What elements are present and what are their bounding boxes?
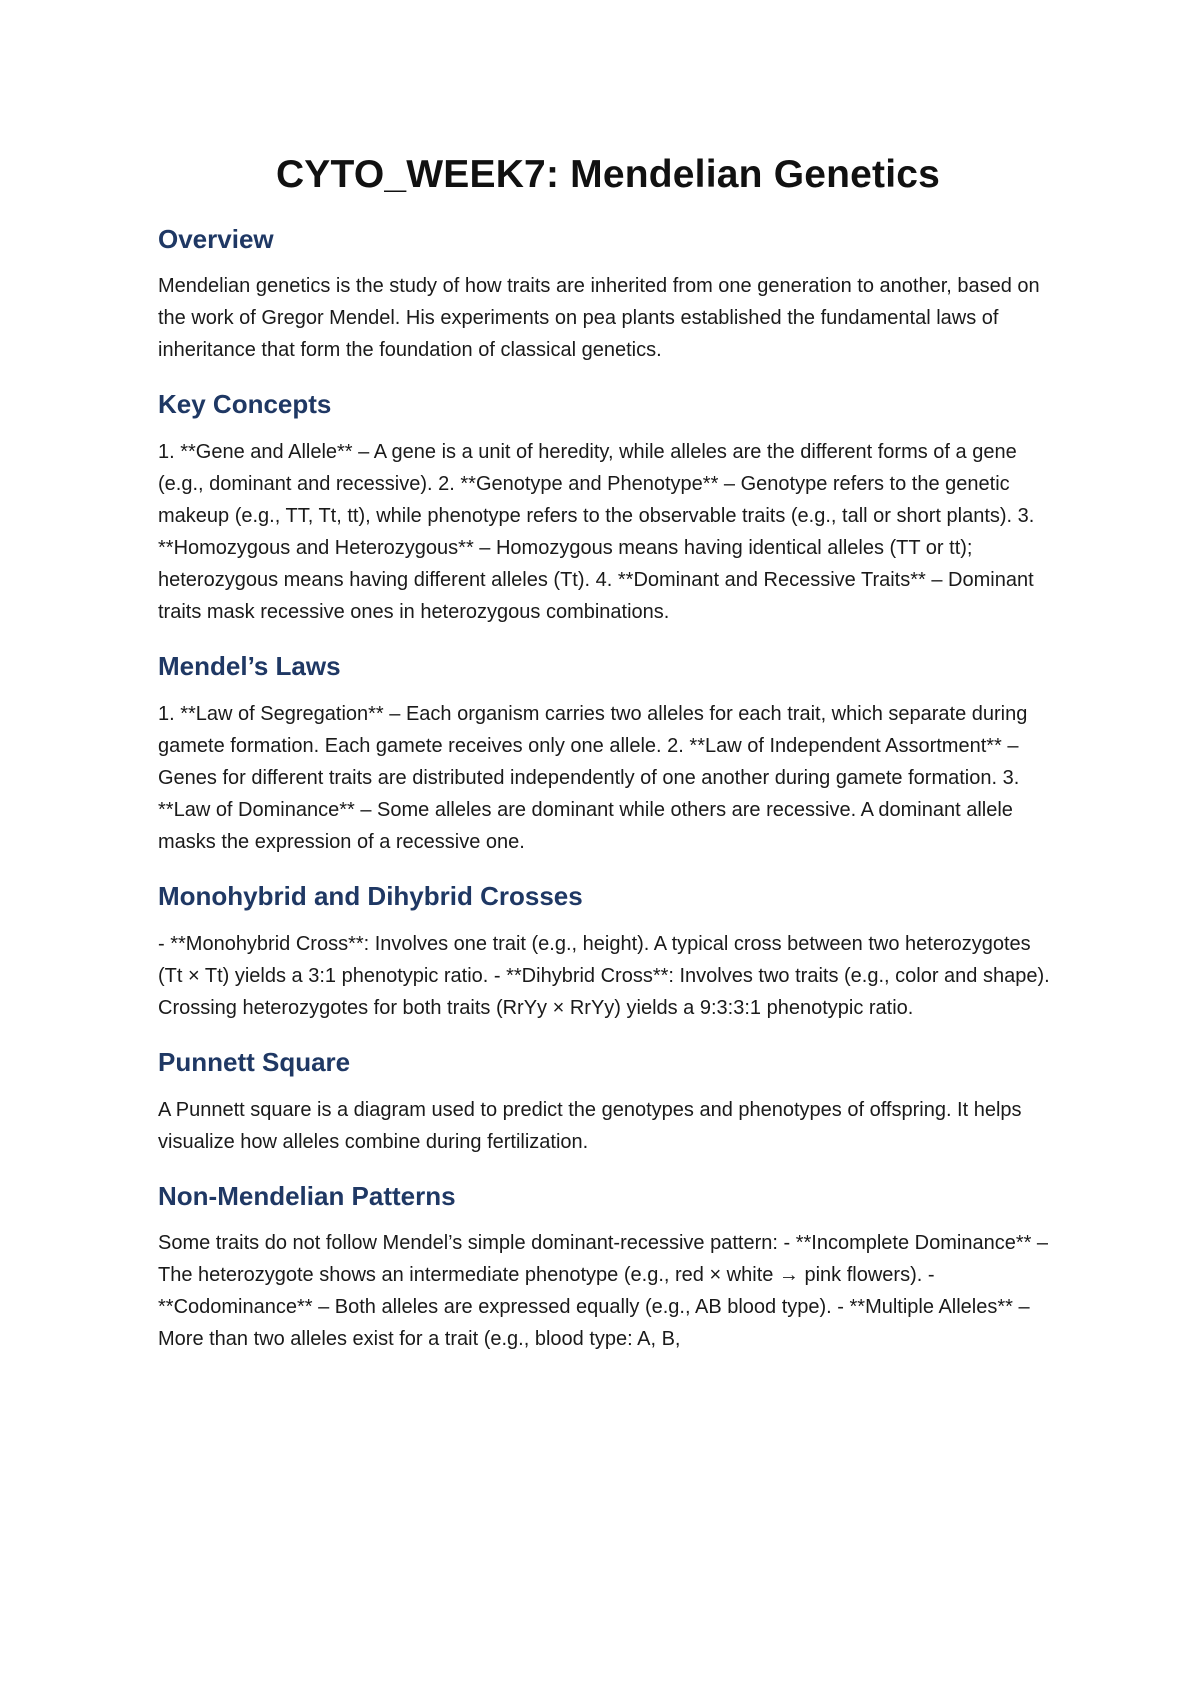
section-body: 1. **Law of Segregation** – Each organism carries two alleles for each trait, which separate during gamete formation. Each gamete receives only one allele. 2. **Law of Independent Assortment** – Genes for different traits are distributed independently of one another during gamete formation. 3. **Law of Dominance** – Some alleles are dominant while others are recessive. A dominant allele masks the expression of a recessive one. — [158, 703, 1028, 854]
section-punnett-square — [158, 1046, 1058, 1158]
section-heading: Overview — [158, 223, 274, 254]
document-page — [158, 150, 1058, 1377]
document-title: CYTO_WEEK7: Mendelian Genetics — [275, 153, 941, 196]
section-body: A Punnett square is a diagram used to predict the genotypes and phenotypes of offspring. It helps visualize how alleles combine during fertilization. — [158, 1098, 1022, 1153]
section-body: 1. **Gene and Allele** – A gene is a unit of heredity, while alleles are the different forms of a gene (e.g., dominant and recessive). 2. **Genotype and Phenotype** – Genotype refers to the genetic makeup (e.g., TT, Tt, tt), while phenotype refers to the observable traits (e.g., tall or short plants). 3. **Homozygous and Heterozygous** – Homozygous means having identical alleles (TT or tt); heterozygous means having different alleles (Tt). 4. **Dominant and Recessive Traits** – Dominant traits mask recessive ones in heterozygous combinations. — [158, 441, 1035, 624]
section-body: Mendelian genetics is the study of how traits are inherited from one generation to another, based on the work of Gregor Mendel. His experiments on pea plants established the fundamental laws of inheritance that form the foundation of classical genetics. — [158, 275, 1040, 362]
section-heading: Key Concepts — [158, 389, 332, 420]
section-key-concepts — [158, 388, 1058, 628]
section-body: Some traits do not follow Mendel’s simple dominant-recessive pattern: - **Incomplete Dominance** – The heterozygote shows an intermediate phenotype (e.g., red × white → pink flowers). - **Codominance** – Both alleles are expressed equally (e.g., AB blood type). - **Multiple Alleles** – More than two alleles exist for a trait (e.g., blood type: A, B, — [158, 1232, 1049, 1351]
section-non-mendelian — [158, 1180, 1058, 1356]
section-heading: Non-Mendelian Patterns — [158, 1180, 456, 1211]
section-heading: Mendel’s Laws — [158, 651, 341, 682]
section-mendels-laws — [158, 650, 1058, 858]
section-crosses — [158, 880, 1058, 1024]
section-heading: Monohybrid and Dihybrid Crosses — [158, 881, 583, 912]
section-heading: Punnett Square — [158, 1046, 351, 1077]
section-overview — [158, 223, 1058, 367]
section-body: - **Monohybrid Cross**: Involves one trait (e.g., height). A typical cross between two heterozygotes (Tt × Tt) yields a 3:1 phenotypic ratio. - **Dihybrid Cross**: Involves two traits (e.g., color and shape). Crossing heterozygotes for both traits (RrYy × RrYy) yields a 9:3:3:1 phenotypic ratio. — [158, 932, 1050, 1019]
